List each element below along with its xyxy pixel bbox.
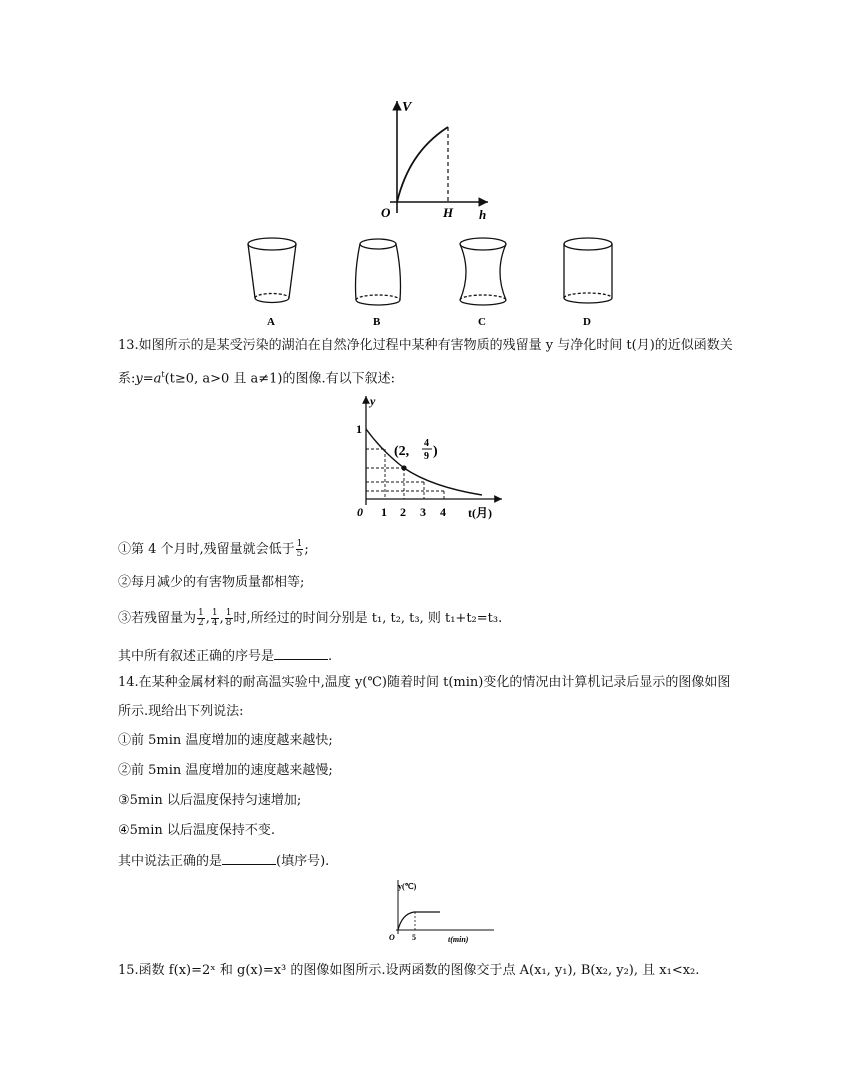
fraction-numerator: 1: [225, 608, 232, 618]
x-tick-2: 2: [400, 505, 406, 519]
containers-figure: [240, 232, 620, 332]
q14-line1: 14.在某种金属材料的耐高温实验中,温度 y(℃)随着时间 t(min)变化的情况由计算机记录后显示的图像如图: [118, 675, 731, 690]
y-axis-label: V: [402, 100, 412, 115]
v-curve: [397, 127, 448, 202]
temperature-graph: [384, 876, 504, 948]
x-axis-label: t(min): [448, 935, 469, 944]
q13-ask-post: .: [328, 649, 333, 664]
answer-blank[interactable]: [274, 647, 328, 660]
q13-formula: y=a: [135, 371, 162, 387]
point-label-pre: (2,: [394, 444, 410, 459]
q13-line2-pre: 系:: [118, 371, 136, 387]
x-axis-label: h: [479, 207, 487, 222]
x-tick-4: 4: [440, 505, 446, 519]
container-b: [356, 239, 401, 305]
origin-label: O: [381, 205, 391, 220]
q13-question: [118, 647, 332, 666]
point-2-4-9: [401, 465, 406, 470]
x-tick-5: 5: [412, 933, 416, 942]
x-tick-1: 1: [381, 505, 387, 519]
temperature-curve: [398, 912, 440, 930]
q13-line2-post: (t≥0, a>0 且 a≠1)的图像.有以下叙述:: [164, 371, 396, 387]
q13-formula-sup: t: [161, 370, 165, 379]
fraction-numerator: 1: [211, 608, 218, 618]
origin-label: O: [389, 933, 395, 942]
fraction-1-8: [225, 609, 233, 628]
q13-statement-1: [118, 540, 309, 559]
fraction-denominator: 8: [225, 618, 232, 628]
fraction-denominator: 5: [296, 549, 303, 559]
y-axis-label: y(℃): [398, 882, 417, 891]
fraction-denominator: 2: [198, 618, 204, 628]
q14-question: [118, 852, 329, 871]
q13-line2: [118, 366, 395, 388]
container-a: [248, 238, 296, 303]
fraction-1-4: [211, 609, 219, 628]
container-label-c: C: [478, 316, 486, 328]
q13-ask-pre: 其中所有叙述正确的序号是: [118, 649, 275, 664]
q13-line1: 13.如图所示的是某受污染的湖泊在自然净化过程中某种有害物质的残留量 y 与净化时间 t(月)的近似函数关: [118, 338, 733, 353]
fraction-1-5: [296, 540, 304, 559]
q14-ask-post: (填序号).: [276, 854, 330, 869]
x-mark-label: H: [443, 205, 454, 220]
fraction-numerator: 1: [198, 608, 204, 618]
q14-line2: 所示.现给出下列说法:: [118, 704, 244, 719]
q13-s3-post: 时,所经过的时间分别是 t₁, t₂, t₃, 则 t₁+t₂=t₃.: [233, 611, 503, 626]
q13-s3-pre: ③若残留量为: [118, 611, 197, 626]
answer-blank[interactable]: [222, 852, 276, 865]
container-label-d: D: [583, 316, 591, 328]
fraction-numerator: 1: [296, 539, 303, 549]
q14-statement-3: ③5min 以后温度保持匀速增加;: [118, 793, 302, 808]
x-tick-0: 0: [357, 505, 363, 519]
y-axis-label: y: [370, 394, 376, 408]
y-tick-1: 1: [356, 422, 362, 436]
container-label-a: A: [267, 316, 275, 328]
container-c: [460, 238, 506, 305]
x-tick-3: 3: [420, 505, 426, 519]
q15-line: 15.函数 f(x)=2ˣ 和 g(x)=x³ 的图像如图所示.设两函数的图像交于点 A(x₁, y₁), B(x₂, y₂), 且 x₁<x₂.: [118, 963, 700, 978]
q13-s1-pre: ①第 4 个月时,残留量就会低于: [118, 542, 295, 557]
q13-statement-3: ③若残留量为 $\frac{1}{2}$ , $\frac{1}{4}$ , $\frac{1}{8}$ 时,所经过的时间分别是 t₁, t₂, t₃, 则 t₁+t₂=t₃.: [118, 608, 503, 628]
point-label-den: 9: [424, 451, 429, 462]
point-label-post: ): [433, 444, 438, 459]
container-d: [564, 238, 612, 303]
fraction-1-2: [197, 609, 205, 628]
q14-statement-1: ①前 5min 温度增加的速度越来越快;: [118, 733, 333, 748]
q13-s1-post: ;: [304, 542, 309, 557]
q14-ask-pre: 其中说法正确的是: [118, 854, 223, 869]
q13-statement-2: ②每月减少的有害物质量都相等;: [118, 575, 305, 590]
decay-graph: [352, 393, 507, 523]
q14-statement-4: ④5min 以后温度保持不变.: [118, 823, 276, 838]
q14-statement-2: ②前 5min 温度增加的速度越来越慢;: [118, 763, 333, 778]
point-label-num: 4: [424, 438, 429, 449]
container-label-b: B: [373, 316, 381, 328]
volume-height-graph: [360, 95, 500, 225]
fraction-denominator: 4: [211, 618, 218, 628]
x-axis-label: t(月): [468, 506, 492, 520]
